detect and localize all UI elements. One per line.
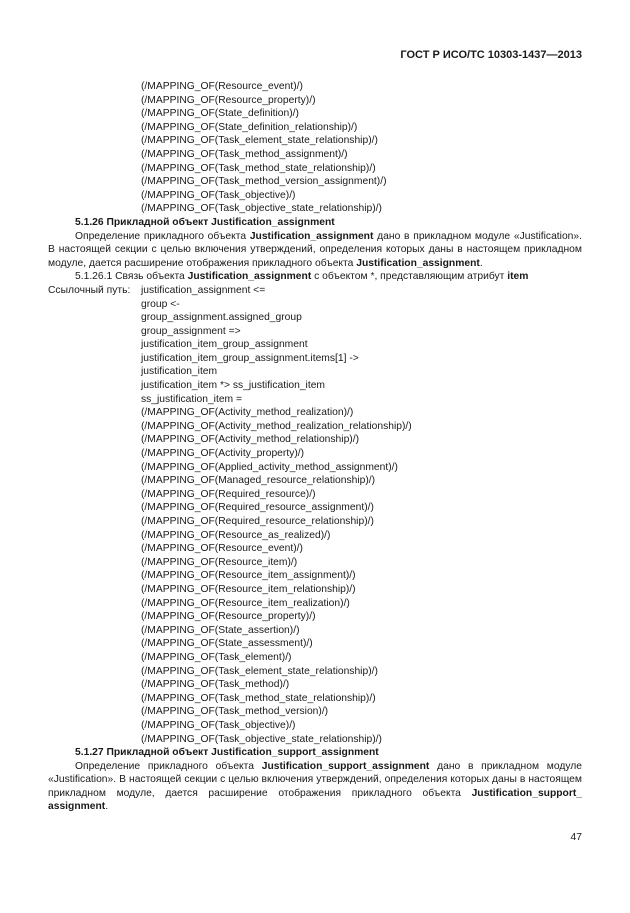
mapping-line: (/MAPPING_OF(Resource_property)/) [141, 94, 316, 106]
mapping-line: (/MAPPING_OF(Task_method_state_relationship)/) [141, 162, 376, 174]
path-line: (/MAPPING_OF(Managed_resource_relationship)/) [141, 475, 376, 487]
entity-name: Justification_assignment [249, 230, 374, 242]
entity-name: Justification_support_ assignment [48, 787, 582, 813]
subsection-heading-5-1-26-1 [48, 270, 582, 284]
text-span: Определение прикладного объекта [75, 230, 250, 242]
path-line: justification_item_group_assignment.items[1] -> [141, 352, 359, 364]
path-line: (/MAPPING_OF(Resource_property)/) [141, 611, 316, 623]
mapping-line: (/MAPPING_OF(Task_objective)/) [141, 189, 296, 201]
path-line: (/MAPPING_OF(Task_element)/) [141, 651, 292, 663]
path-line: (/MAPPING_OF(Required_resource_relationship)/) [141, 516, 374, 527]
path-line: (/MAPPING_OF(Resource_item)/) [141, 556, 298, 568]
path-line: (/MAPPING_OF(Required_resource)/) [141, 488, 316, 500]
section-heading-5-1-27: 5.1.27 Прикладной объект Justification_support_assignment [75, 747, 379, 759]
reference-path-first: justification_assignment <= [141, 284, 266, 296]
path-line: group_assignment => [141, 325, 241, 337]
path-line: (/MAPPING_OF(Required_resource_assignment)/) [141, 502, 374, 514]
text-span: Определение прикладного объекта [75, 760, 262, 772]
mapping-line: (/MAPPING_OF(State_definition)/) [141, 108, 299, 120]
section-heading-5-1-26: 5.1.26 Прикладной объект Justification_assignment [75, 216, 335, 228]
page-number: 47 [570, 832, 582, 843]
path-line: (/MAPPING_OF(Resource_item_relationship)/) [141, 583, 356, 595]
entity-name: Justification_assignment [356, 257, 480, 269]
path-line: justification_item_group_assignment [141, 339, 308, 351]
reference-path-row [48, 284, 582, 298]
mapping-line: (/MAPPING_OF(Task_method_assignment)/) [141, 148, 348, 160]
path-line: group_assignment.assigned_group [141, 312, 302, 324]
page-content [48, 80, 582, 814]
path-line: (/MAPPING_OF(Task_element_state_relationship)/) [141, 665, 378, 677]
path-line: group <- [141, 298, 180, 310]
path-line: (/MAPPING_OF(State_assertion)/) [141, 624, 300, 636]
section-paragraph [48, 230, 582, 271]
document-header: ГОСТ Р ИСО/ТС 10303-1437—2013 [400, 49, 582, 61]
path-line: (/MAPPING_OF(Activity_method_realization)/) [141, 407, 354, 419]
path-line: (/MAPPING_OF(Resource_as_realized)/) [141, 529, 331, 541]
path-line: (/MAPPING_OF(Task_method_version)/) [141, 706, 329, 718]
path-line: justification_item [141, 366, 218, 378]
text-span: дано в прикладном модуле «Justification». В настоящей секции с целью включения утверждений, определения которых даны в настоящем прикладном модуле, дается расширение отображения прикладного объекта [48, 760, 582, 799]
path-line: (/MAPPING_OF(Task_objective)/) [141, 719, 296, 731]
path-line: (/MAPPING_OF(State_assessment)/) [141, 638, 313, 650]
path-line: (/MAPPING_OF(Task_method_state_relationship)/) [141, 692, 376, 704]
text-span: с объектом *, представляющим атрибут [311, 271, 508, 283]
mapping-line: (/MAPPING_OF(Task_objective_state_relationship)/) [141, 203, 382, 215]
path-line: (/MAPPING_OF(Resource_item_realization)/) [141, 597, 350, 609]
path-line: (/MAPPING_OF(Applied_activity_method_assignment)/) [141, 461, 398, 473]
entity-name: Justification_support_assignment [261, 760, 430, 772]
section-paragraph [48, 760, 582, 814]
path-line: (/MAPPING_OF(Activity_method_relationship)/) [141, 434, 360, 446]
reference-path-label: Ссылочный путь: [48, 284, 131, 296]
mapping-line: (/MAPPING_OF(Task_element_state_relationship)/) [141, 135, 378, 147]
mapping-line: (/MAPPING_OF(Resource_event)/) [141, 81, 303, 92]
text-span: дано в прикладном модуле «Justification». В настоящей секции с целью включения утверждений, определения которых даны в настоящем прикладном модуле, дается расширение отображения прикладного объекта [48, 230, 582, 269]
attribute-name: item [507, 271, 529, 283]
mapping-list-reference-path [48, 298, 582, 747]
mapping-line: (/MAPPING_OF(Task_method_version_assignment)/) [141, 176, 387, 188]
path-line: (/MAPPING_OF(Activity_method_realization_relationship)/) [141, 420, 412, 432]
text-span: 5.1.26.1 Связь объекта [75, 271, 188, 283]
path-line: ss_justification_item = [141, 393, 243, 405]
path-line: justification_item *> ss_justification_item [141, 380, 325, 392]
path-line: (/MAPPING_OF(Resource_event)/) [141, 543, 303, 555]
entity-name: Justification_assignment [187, 271, 312, 283]
text-span: . [105, 801, 109, 813]
mapping-line: (/MAPPING_OF(State_definition_relationship)/) [141, 121, 358, 133]
path-line: (/MAPPING_OF(Activity_property)/) [141, 448, 305, 460]
text-span: . [479, 257, 483, 269]
path-line: (/MAPPING_OF(Resource_item_assignment)/) [141, 570, 356, 582]
path-line: (/MAPPING_OF(Task_objective_state_relationship)/) [141, 733, 382, 745]
mapping-list-top [48, 80, 582, 216]
path-line: (/MAPPING_OF(Task_method)/) [141, 679, 290, 691]
